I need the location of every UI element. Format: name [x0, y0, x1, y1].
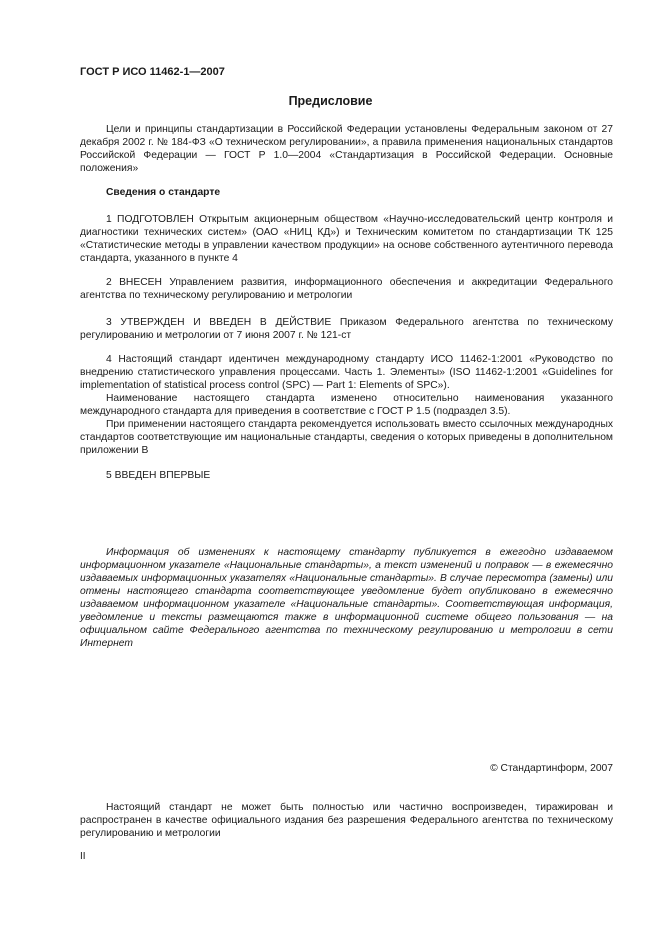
page-number: II: [80, 851, 86, 862]
item-3-paragraph: 3 УТВЕРЖДЕН И ВВЕДЕН В ДЕЙСТВИЕ Приказом Федерального агентства по техническому регулированию и метрологии от 7 июня 2007 г. № 121-ст: [80, 317, 613, 341]
item-2-paragraph: 2 ВНЕСЕН Управлением развития, информационного обеспечения и аккредитации Федерального агентства по техническому регулированию и метрологии: [80, 277, 613, 301]
item-1-paragraph: 1 ПОДГОТОВЛЕН Открытым акционерным обществом «Научно-исследовательский центр контроля и диагностики технических систем» (ОАО «НИЦ КД») и Техническим комитетом по стандартизации ТК 125 «Статистические методы в управлении качеством продукции» на основе собственного аутентичного перевода стандарта, указанного в пункте 4: [80, 214, 613, 264]
info-notice-paragraph: Информация об изменениях к настоящему стандарту публикуется в ежегодно издаваемом информационном указателе «Национальные стандарты», а текст изменений и поправок — в ежемесячно издаваемых информационных указателях «Национальные стандарты». В случае пересмотра (замены) или отмены настоящего стандарта соответствующее уведомление будет опубликовано в ежемесячно издаваемом информационном указателе «Национальные стандарты». Соответствующая информация, уведомление и тексты размещаются также в информационной системе общего пользования — на официальном сайте Федерального агентства по техническому регулированию и метрологии в сети Интернет: [80, 547, 613, 649]
item-4-block: [80, 353, 613, 457]
section-heading: Сведения о стандарте: [106, 187, 221, 198]
item-5-block: [80, 469, 613, 482]
reproduction-notice-paragraph: Настоящий стандарт не может быть полностью или частично воспроизведен, тиражирован и распространен в качестве официального издания без разрешения Федерального агентства по техническому регулированию и метрологии: [80, 802, 613, 839]
item-4-rename-paragraph: Наименование настоящего стандарта изменено относительно наименования указанного международного стандарта для приведения в соответствие с ГОСТ Р 1.5 (подраздел 3.5).: [80, 393, 613, 417]
copyright-line: © Стандартинформ, 2007: [490, 763, 613, 774]
info-notice-block: [80, 546, 613, 650]
intro-paragraph-block: [80, 123, 613, 175]
item-3-block: [80, 316, 613, 342]
item-2-block: [80, 276, 613, 302]
intro-paragraph: Цели и принципы стандартизации в Российской Федерации установлены Федеральным законом от 27 декабря 2002 г. № 184-ФЗ «О техническом регулировании», а правила применения национальных стандартов Российской Федерации — ГОСТ Р 1.0—2004 «Стандартизация в Российской Федерации. Основные положения»: [80, 124, 613, 174]
page-title: Предисловие: [288, 94, 373, 108]
item-4-references-paragraph: При применении настоящего стандарта рекомендуется использовать вместо ссылочных международных стандартов соответствующие им национальные стандарты, сведения о которых приведены в дополнительном приложении В: [80, 419, 613, 456]
item-4-paragraph: 4 Настоящий стандарт идентичен международному стандарту ИСО 11462-1:2001 «Руководство по внедрению статистического управления процессами. Часть 1. Элементы» (ISO 11462-1:2001 «Guidelines for implementation of statistical process control (SPC) — Part 1: Elements of SPC»).: [80, 354, 613, 391]
item-1-block: [80, 213, 613, 265]
reproduction-notice-block: [80, 801, 613, 840]
document-id: ГОСТ Р ИСО 11462-1—2007: [80, 66, 225, 78]
item-5-paragraph: 5 ВВЕДЕН ВПЕРВЫЕ: [106, 470, 211, 481]
